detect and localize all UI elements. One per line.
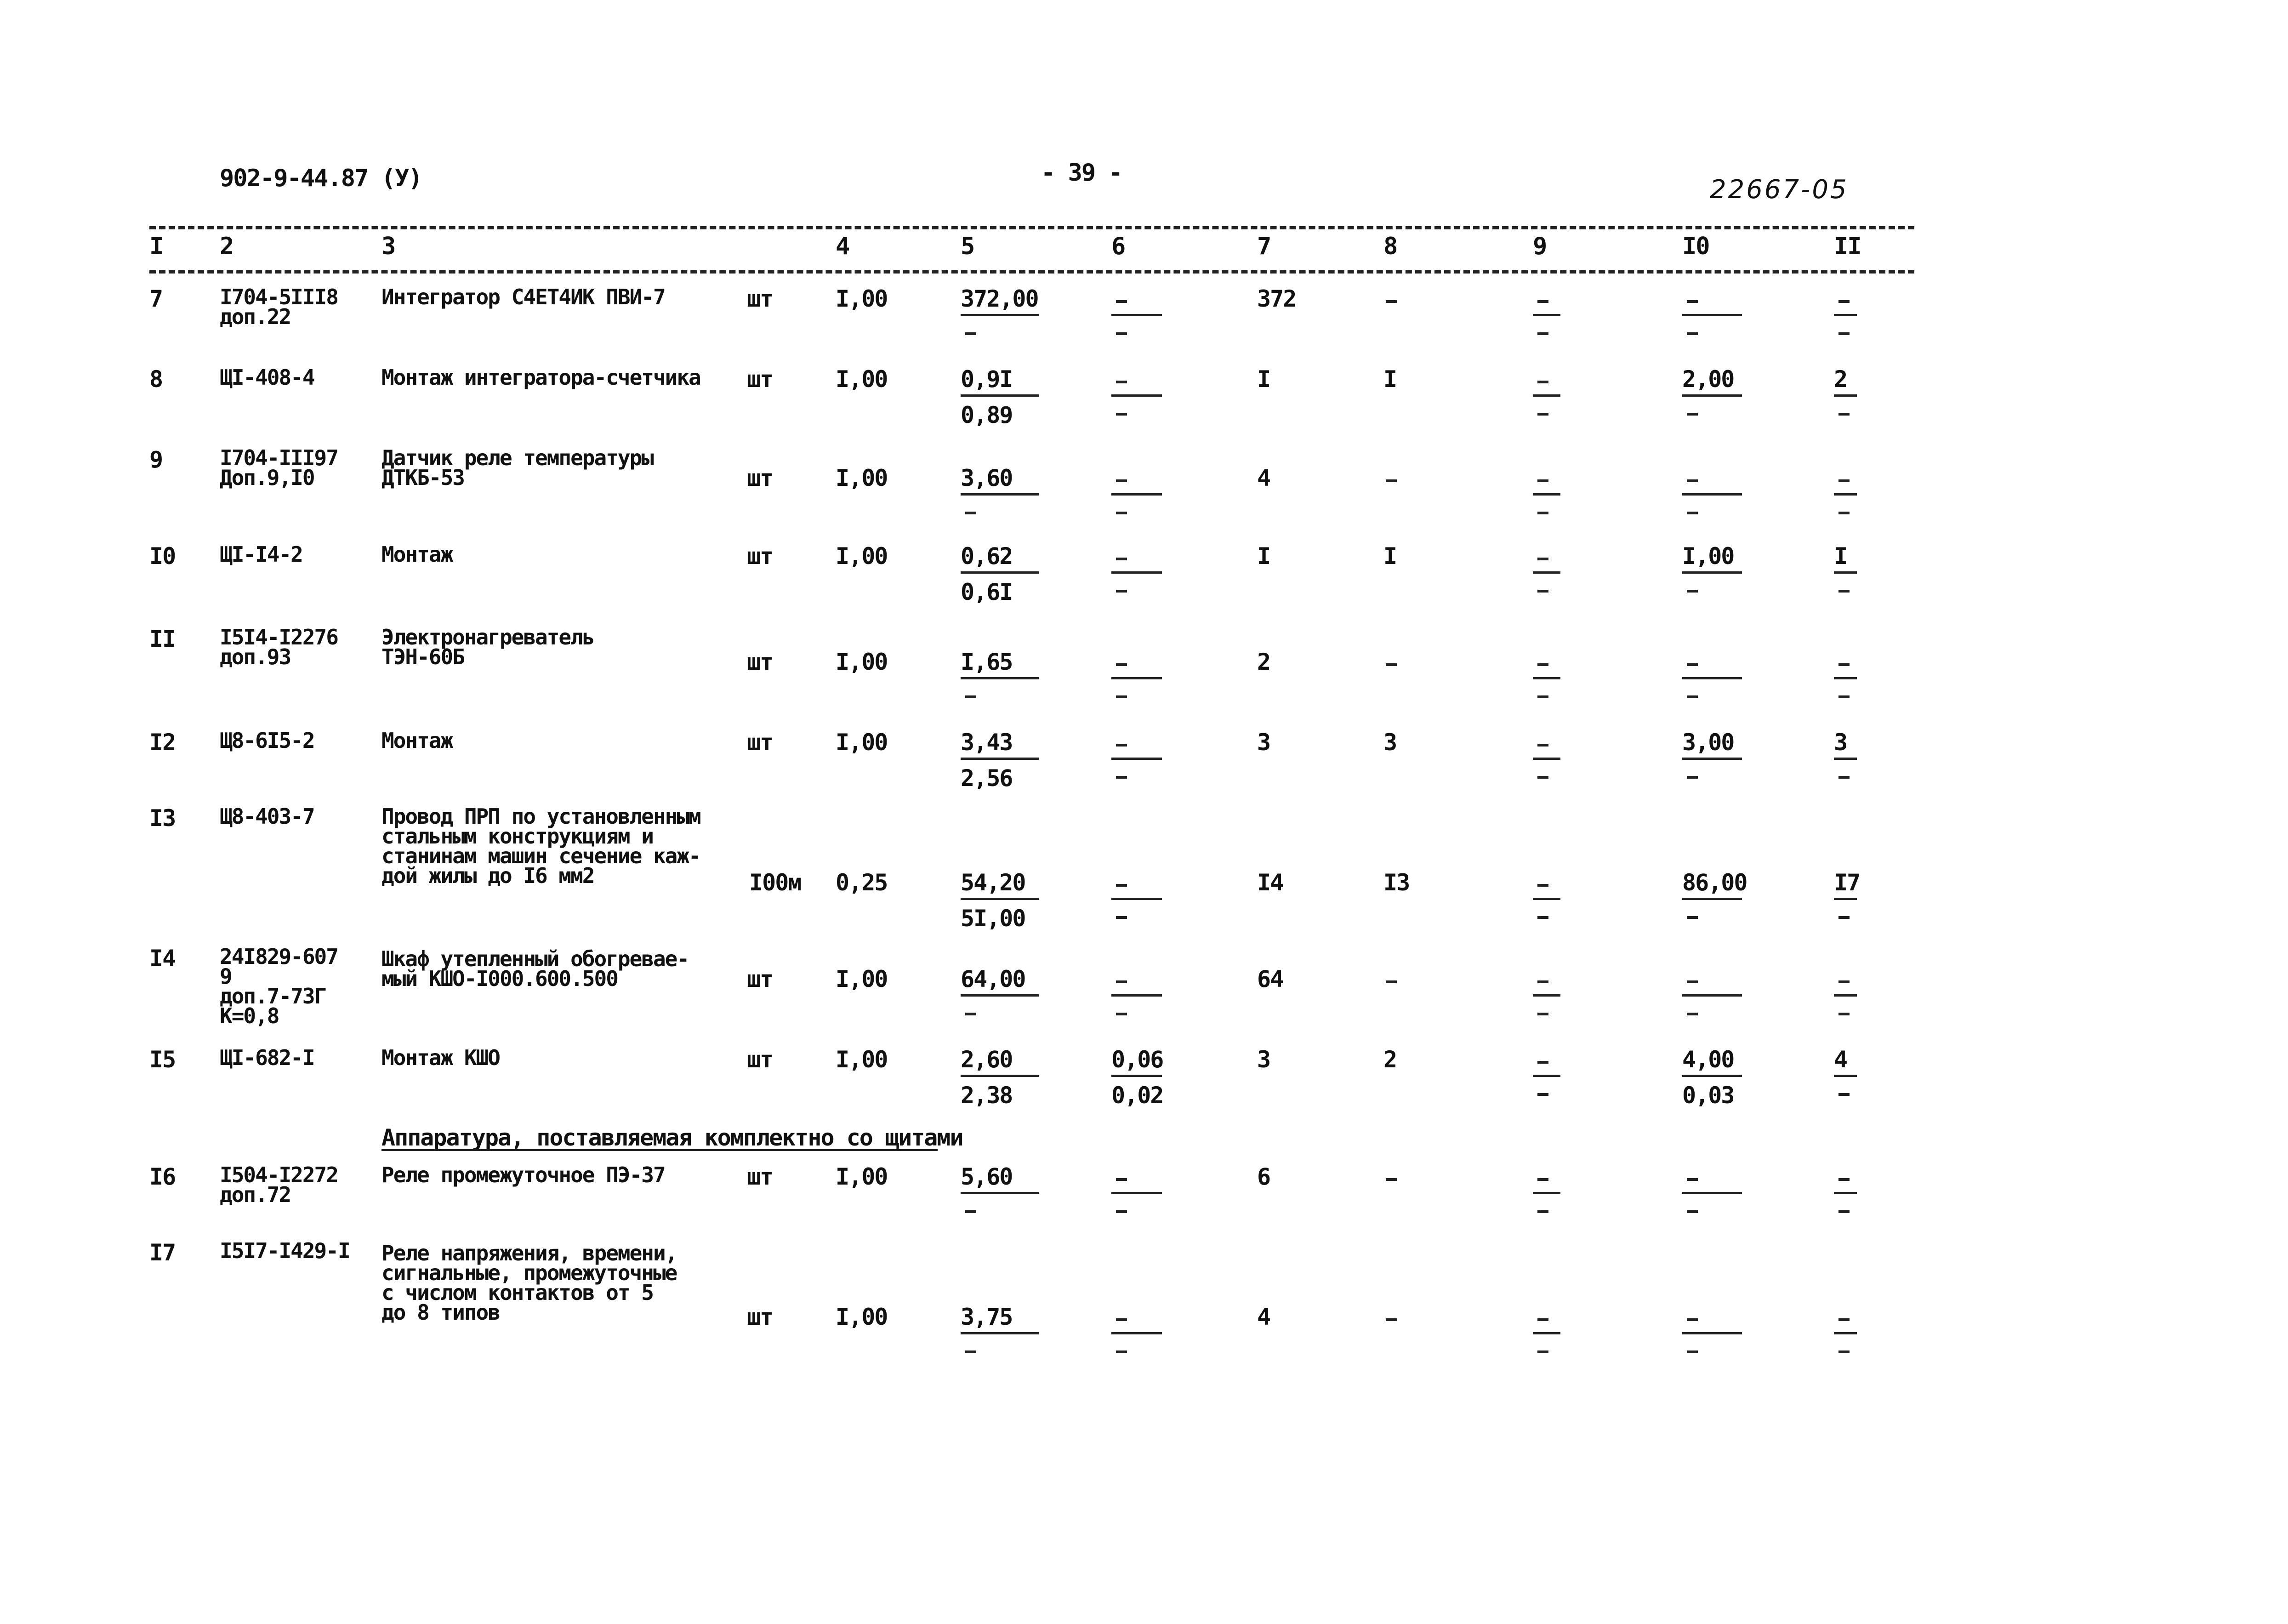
dash-mark [1537, 1350, 1548, 1353]
dash-mark [1537, 980, 1548, 983]
dash-mark [1838, 1210, 1850, 1213]
fraction-line [1682, 314, 1742, 316]
dash-mark [1838, 413, 1850, 416]
dash-mark [1537, 744, 1548, 746]
unit: I00м [749, 869, 801, 896]
dash-mark [1687, 663, 1698, 666]
dash-mark [1838, 1350, 1850, 1353]
dash-mark [965, 1210, 976, 1213]
archive-cipher: 22667-05 [1710, 175, 1849, 205]
fraction-line [1533, 1192, 1560, 1194]
dash-mark [1687, 980, 1698, 983]
dash-mark [1687, 512, 1698, 514]
item-code: I5I7-I429-I [220, 1238, 350, 1263]
value-actual: 0,89 [961, 402, 1013, 428]
dash-mark [1116, 980, 1127, 983]
row-number: I4 [149, 945, 176, 972]
dash-mark [1116, 590, 1127, 593]
value-col7: 3 [1257, 729, 1270, 756]
dash-mark [1687, 1318, 1698, 1321]
value-actual: 0,03 [1682, 1082, 1734, 1109]
item-code: I5I4-I2276 доп.93 [220, 625, 338, 669]
fraction-line [1111, 758, 1162, 760]
dash-mark [1537, 916, 1548, 919]
column-number: 3 [381, 233, 395, 260]
value-planned: 4,00 [1682, 1046, 1734, 1073]
value-planned: 372,00 [961, 285, 1038, 312]
fraction-line [961, 493, 1039, 496]
fraction-line [1834, 493, 1857, 496]
row-number: II [149, 626, 176, 652]
row-number: I5 [149, 1046, 176, 1073]
unit: шт [747, 366, 773, 393]
dash-mark [1386, 980, 1397, 983]
fraction-line [1682, 994, 1742, 997]
dash-mark [1838, 1013, 1850, 1015]
fraction-line [1834, 898, 1857, 900]
value-col7: 2 [1257, 649, 1270, 675]
dash-mark [965, 1013, 976, 1015]
fraction-line [961, 394, 1039, 397]
quantity: I,00 [836, 1163, 888, 1190]
section-heading: Аппаратура, поставляемая комплектно со щитами [381, 1124, 963, 1151]
dash-mark [1116, 744, 1127, 746]
value-actual: 2,56 [961, 765, 1013, 792]
quantity: I,00 [836, 465, 888, 491]
item-code: Щ8-6I5-2 [220, 728, 314, 753]
quantity: I,00 [836, 285, 888, 312]
fraction-line [961, 994, 1039, 997]
dash-mark [1537, 381, 1548, 383]
dash-mark [1116, 1178, 1127, 1181]
dash-mark [1687, 332, 1698, 335]
dash-mark [965, 695, 976, 698]
item-name: Монтаж интегратора-счетчика [381, 365, 700, 390]
fraction-line [1533, 677, 1560, 679]
unit: шт [747, 543, 773, 570]
dash-mark [1537, 1178, 1548, 1181]
value-planned: 3,43 [961, 729, 1013, 756]
fraction-line [961, 758, 1039, 760]
fraction-line [1533, 394, 1560, 397]
dash-mark [1838, 300, 1850, 303]
column-number: 9 [1533, 233, 1547, 260]
dash-mark [1116, 1318, 1127, 1321]
dash-mark [1537, 1093, 1548, 1096]
page-number: - 39 - [1041, 159, 1122, 187]
fraction-line [1834, 1192, 1857, 1194]
dash-mark [1537, 1318, 1548, 1321]
dash-mark [1838, 332, 1850, 335]
value-planned: I,65 [961, 649, 1013, 675]
dash-mark [1687, 590, 1698, 593]
fraction-line [1111, 994, 1162, 997]
value-col7: I [1257, 366, 1270, 393]
row-number: 7 [149, 285, 163, 312]
unit: шт [747, 1046, 773, 1073]
row-number: 9 [149, 446, 163, 473]
fraction-line [961, 314, 1039, 316]
item-name: Интегратор С4ЕТ4ИК ПВИ-7 [381, 285, 665, 309]
value-col7: I [1257, 543, 1270, 570]
value-planned: 5,60 [961, 1163, 1013, 1190]
dash-mark [1687, 776, 1698, 779]
fraction-line [961, 1332, 1039, 1334]
quantity: I,00 [836, 966, 888, 992]
value-col8: I [1383, 366, 1397, 393]
fraction-line [961, 1192, 1039, 1194]
fraction-line [1682, 677, 1742, 679]
section-heading-underline [381, 1149, 938, 1151]
dash-mark [1386, 479, 1397, 482]
dash-mark [1838, 980, 1850, 983]
value-planned: 3,60 [961, 465, 1013, 491]
value-col8: 3 [1383, 729, 1397, 756]
column-number: I [149, 233, 163, 260]
value-planned: I,00 [1682, 543, 1734, 570]
value-planned: 64,00 [961, 966, 1025, 992]
dash-mark [1687, 413, 1698, 416]
dash-mark [1537, 590, 1548, 593]
dash-mark [1537, 479, 1548, 482]
unit: шт [747, 1304, 773, 1330]
item-name: Монтаж КШО [381, 1045, 500, 1070]
item-code: ЩI-I4-2 [220, 542, 302, 567]
column-number: 4 [836, 233, 849, 260]
row-number: I2 [149, 729, 176, 756]
dash-mark [1537, 1013, 1548, 1015]
value-actual: 0,02 [1111, 1082, 1163, 1109]
value-col7: 4 [1257, 1304, 1270, 1330]
fraction-line [1533, 493, 1560, 496]
fraction-line [1682, 1332, 1742, 1334]
header-bottom-rule [149, 270, 1914, 274]
fraction-line [1111, 677, 1162, 679]
dash-mark [1386, 300, 1397, 303]
dash-mark [1687, 1210, 1698, 1213]
dash-mark [1386, 1178, 1397, 1181]
dash-mark [1838, 776, 1850, 779]
quantity: I,00 [836, 366, 888, 393]
fraction-line [1111, 1332, 1162, 1334]
column-number: 8 [1383, 233, 1397, 260]
unit: шт [747, 649, 773, 675]
document-code: 902-9-44.87 (У) [220, 165, 422, 192]
dash-mark [1838, 1318, 1850, 1321]
value-planned: 3,00 [1682, 729, 1734, 756]
dash-mark [1386, 663, 1397, 666]
value-col7: 4 [1257, 465, 1270, 491]
fraction-line [1834, 1332, 1857, 1334]
dash-mark [1687, 1013, 1698, 1015]
unit: шт [747, 729, 773, 756]
row-number: I0 [149, 543, 176, 570]
fraction-line [1533, 898, 1560, 900]
row-number: 8 [149, 366, 163, 393]
row-number: I6 [149, 1163, 176, 1190]
dash-mark [1838, 663, 1850, 666]
fraction-line [1834, 1075, 1857, 1077]
dash-mark [1116, 695, 1127, 698]
value-col7: 372 [1257, 285, 1296, 312]
quantity: I,00 [836, 1304, 888, 1330]
item-name: Электронагреватель ТЭН-60Б [381, 625, 594, 669]
value-col7: 64 [1257, 966, 1283, 992]
item-name: Монтаж [381, 728, 453, 753]
item-code: I704-III97 Доп.9,I0 [220, 445, 338, 490]
item-name: Монтаж [381, 542, 453, 567]
value-col7: I4 [1257, 869, 1283, 896]
column-number: II [1834, 233, 1861, 260]
fraction-line [961, 677, 1039, 679]
item-code: ЩI-682-I [220, 1045, 314, 1070]
fraction-line [1834, 571, 1857, 574]
dash-mark [1838, 916, 1850, 919]
quantity: I,00 [836, 649, 888, 675]
column-number: I0 [1682, 233, 1709, 260]
fraction-line [1111, 314, 1162, 316]
dash-mark [1838, 479, 1850, 482]
dash-mark [1116, 1210, 1127, 1213]
dash-mark [1687, 695, 1698, 698]
unit: шт [747, 966, 773, 992]
fraction-line [1682, 1075, 1742, 1077]
quantity: I,00 [836, 543, 888, 570]
value-planned: 2,60 [961, 1046, 1013, 1073]
value-actual: 0,6I [961, 579, 1013, 605]
value-planned: 2 [1834, 366, 1847, 393]
row-number: I3 [149, 805, 176, 832]
dash-mark [1537, 776, 1548, 779]
value-planned: 3 [1834, 729, 1847, 756]
dash-mark [1116, 1013, 1127, 1015]
dash-mark [1116, 1350, 1127, 1353]
dash-mark [1116, 512, 1127, 514]
fraction-line [1533, 758, 1560, 760]
item-code: ЩI-408-4 [220, 365, 314, 390]
dash-mark [1116, 916, 1127, 919]
fraction-line [1533, 1075, 1560, 1077]
dash-mark [1537, 558, 1548, 560]
column-number: 2 [220, 233, 233, 260]
value-col8: I [1383, 543, 1397, 570]
value-planned: 4 [1834, 1046, 1847, 1073]
row-number: I7 [149, 1239, 176, 1266]
dash-mark [1687, 916, 1698, 919]
fraction-line [1682, 758, 1742, 760]
dash-mark [1116, 300, 1127, 303]
fraction-line [1111, 1075, 1162, 1077]
dash-mark [1116, 332, 1127, 335]
fraction-line [1111, 1192, 1162, 1194]
dash-mark [1537, 695, 1548, 698]
value-planned: 3,75 [961, 1304, 1013, 1330]
unit: шт [747, 465, 773, 491]
value-planned: I [1834, 543, 1847, 570]
fraction-line [1533, 314, 1560, 316]
value-actual: 5I,00 [961, 905, 1025, 932]
item-name: Провод ПРП по установленным стальным конструкциям и станинам машин сечение каж- дой жилы до I6 мм2 [381, 804, 700, 888]
item-code: 24I829-607 9 доп.7-73Г К=0,8 [220, 944, 338, 1028]
value-col8: I3 [1383, 869, 1410, 896]
value-planned: 0,9I [961, 366, 1013, 393]
fraction-line [961, 898, 1039, 900]
fraction-line [1111, 394, 1162, 397]
quantity: I,00 [836, 1046, 888, 1073]
fraction-line [1111, 493, 1162, 496]
item-name: Реле промежуточное ПЭ-37 [381, 1162, 665, 1187]
dash-mark [965, 332, 976, 335]
quantity: I,00 [836, 729, 888, 756]
fraction-line [1682, 898, 1742, 900]
value-actual: 2,38 [961, 1082, 1013, 1109]
fraction-line [1682, 394, 1742, 397]
dash-mark [1116, 776, 1127, 779]
fraction-line [1111, 571, 1162, 574]
dash-mark [1537, 332, 1548, 335]
item-code: I504-I2272 доп.72 [220, 1162, 338, 1207]
dash-mark [1537, 1061, 1548, 1064]
dash-mark [1116, 479, 1127, 482]
fraction-line [1682, 571, 1742, 574]
value-col8: 2 [1383, 1046, 1397, 1073]
value-col7: 6 [1257, 1163, 1270, 1190]
fraction-line [1111, 898, 1162, 900]
value-planned: 2,00 [1682, 366, 1734, 393]
fraction-line [1533, 571, 1560, 574]
fraction-line [1834, 994, 1857, 997]
fraction-line [1533, 994, 1560, 997]
dash-mark [1838, 695, 1850, 698]
value-planned: 0,06 [1111, 1046, 1163, 1073]
fraction-line [1834, 314, 1857, 316]
fraction-line [1834, 394, 1857, 397]
dash-mark [1838, 1093, 1850, 1096]
dash-mark [1838, 512, 1850, 514]
dash-mark [1116, 381, 1127, 383]
dash-mark [965, 1350, 976, 1353]
fraction-line [1834, 677, 1857, 679]
item-code: Щ8-403-7 [220, 804, 314, 829]
fraction-line [961, 571, 1039, 574]
fraction-line [1682, 1192, 1742, 1194]
dash-mark [1537, 884, 1548, 887]
dash-mark [1386, 1318, 1397, 1321]
value-planned: 54,20 [961, 869, 1025, 896]
dash-mark [1116, 558, 1127, 560]
fraction-line [1533, 1332, 1560, 1334]
dash-mark [1537, 663, 1548, 666]
column-number: 7 [1257, 233, 1271, 260]
fraction-line [961, 1075, 1039, 1077]
item-name: Реле напряжения, времени, сигнальные, промежуточные с числом контактов от 5 до 8 типов [381, 1241, 677, 1325]
dash-mark [1838, 590, 1850, 593]
dash-mark [1537, 413, 1548, 416]
dash-mark [1687, 1350, 1698, 1353]
column-number: 6 [1111, 233, 1125, 260]
header-top-rule [149, 226, 1914, 229]
dash-mark [1116, 663, 1127, 666]
item-code: I704-5III8 доп.22 [220, 285, 338, 329]
fraction-line [1834, 758, 1857, 760]
dash-mark [1537, 512, 1548, 514]
value-planned: 86,00 [1682, 869, 1747, 896]
dash-mark [1116, 884, 1127, 887]
dash-mark [1537, 1210, 1548, 1213]
dash-mark [1687, 300, 1698, 303]
dash-mark [1687, 479, 1698, 482]
value-planned: 0,62 [961, 543, 1013, 570]
quantity: 0,25 [836, 869, 888, 896]
fraction-line [1682, 493, 1742, 496]
dash-mark [1537, 300, 1548, 303]
item-name: Шкаф утепленный обогревае- мый КШО-I000.600.500 [381, 946, 689, 991]
dash-mark [1838, 1178, 1850, 1181]
dash-mark [965, 512, 976, 514]
value-planned: I7 [1834, 869, 1860, 896]
dash-mark [1687, 1178, 1698, 1181]
item-name: Датчик реле температуры ДТКБ-53 [381, 445, 653, 490]
column-number: 5 [961, 233, 974, 260]
value-col7: 3 [1257, 1046, 1270, 1073]
unit: шт [747, 1163, 773, 1190]
unit: шт [747, 285, 773, 312]
dash-mark [1116, 413, 1127, 416]
